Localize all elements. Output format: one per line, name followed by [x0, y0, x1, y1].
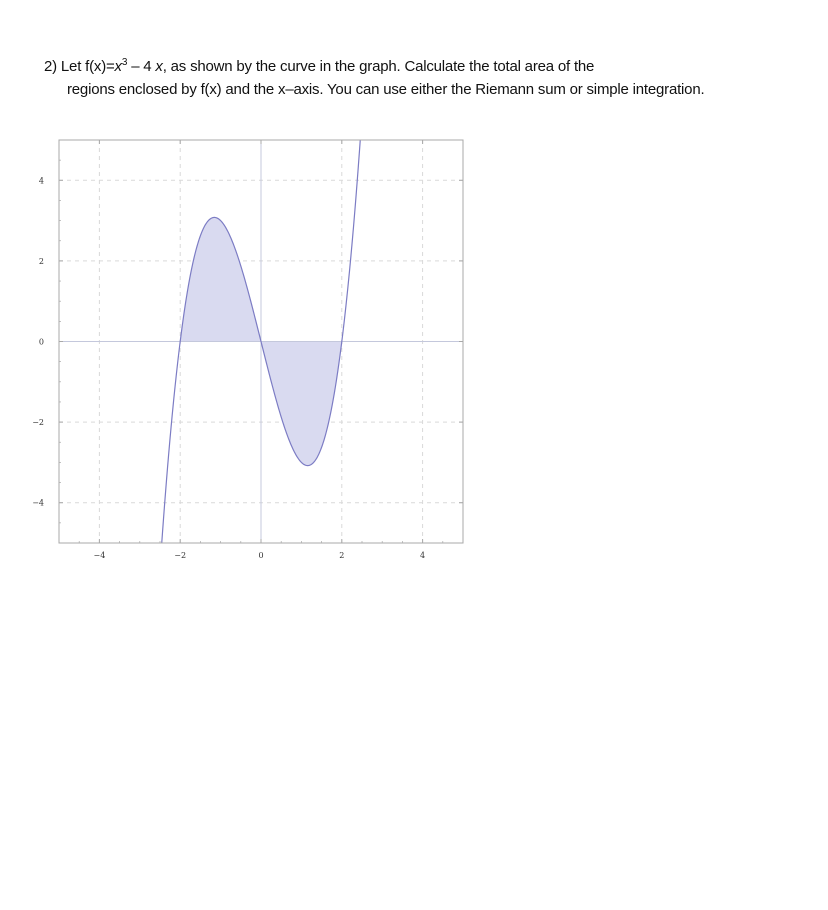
y-tick-label: −4: [32, 498, 44, 508]
y-tick-label: 4: [38, 176, 44, 186]
y-tick-label: −2: [32, 418, 44, 428]
x-tick-label: 0: [258, 551, 264, 560]
y-tick-label: 0: [38, 337, 44, 347]
x-tick-label: 2: [339, 551, 345, 560]
x-tick-label: −4: [93, 551, 106, 560]
question-var2: x: [155, 58, 163, 75]
tick-labels: [32, 140, 463, 560]
question-var: x: [114, 58, 122, 75]
question-rest1: – 4: [127, 58, 156, 75]
y-tick-label: 2: [38, 256, 44, 266]
question-rest2: , as shown by the curve in the graph. Calculate the total area of the: [162, 58, 595, 75]
x-tick-label: −2: [174, 551, 187, 560]
question-line2: regions enclosed by f(x) and the x–axis. You can use either the Riemann sum or simple integration.: [67, 81, 705, 98]
question-number: 2): [44, 58, 57, 75]
question-intro: Let f(x)=: [60, 58, 115, 75]
question-exponent: 3: [121, 57, 128, 68]
x-tick-label: 4: [420, 551, 426, 560]
